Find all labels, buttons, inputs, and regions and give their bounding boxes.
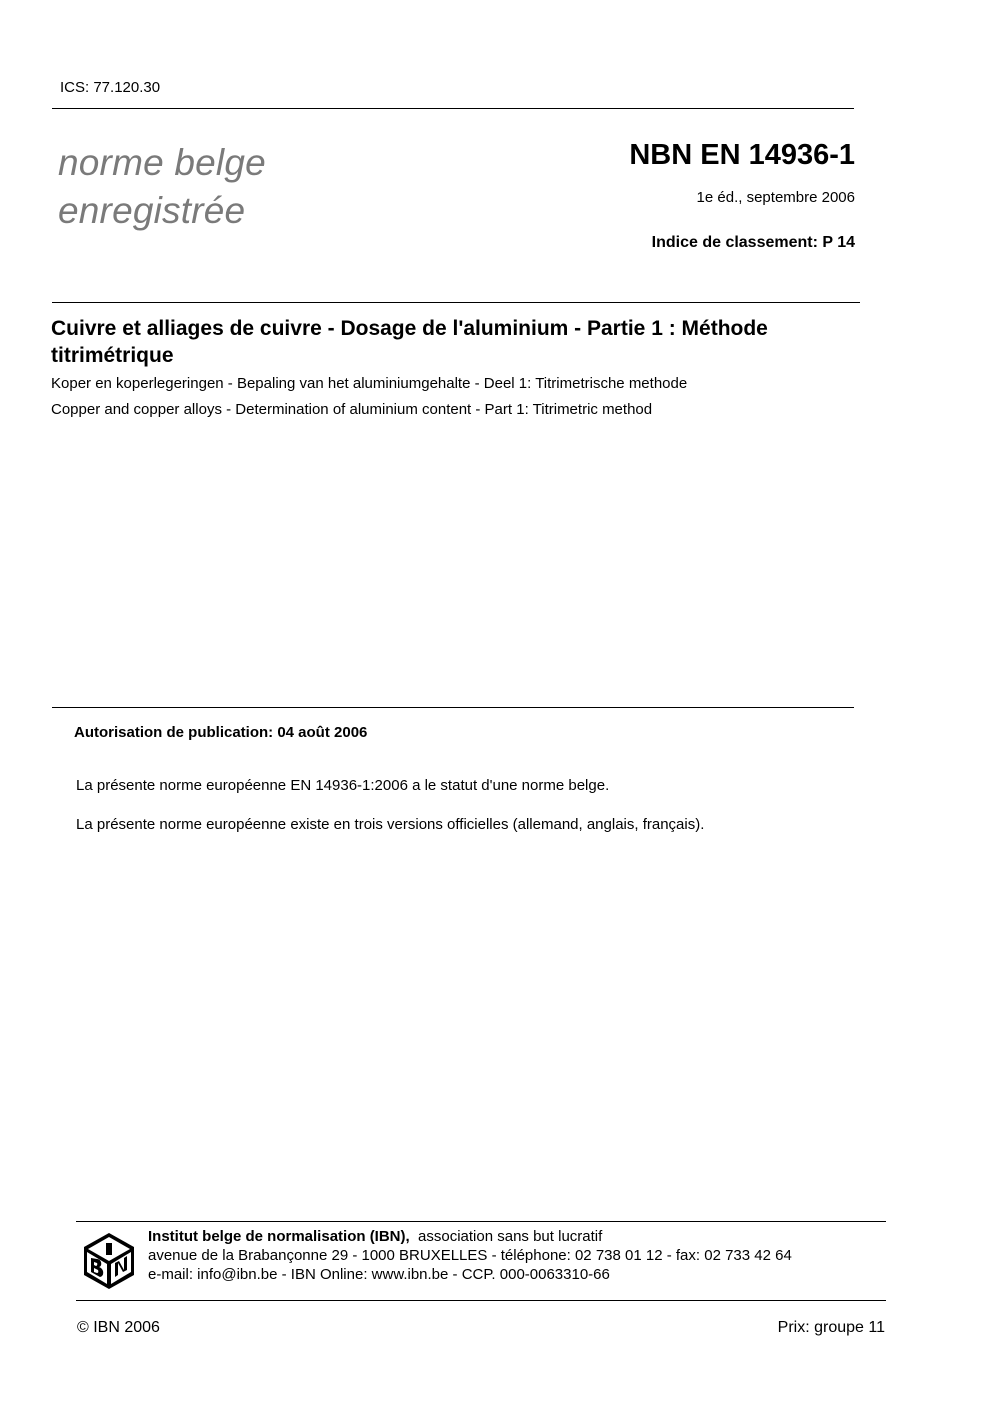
ics-code: ICS: 77.120.30 (60, 79, 161, 96)
org-name: Institut belge de normalisation (IBN), (148, 1228, 410, 1245)
standard-number: NBN EN 14936-1 (629, 139, 855, 171)
publication-authorization: Autorisation de publication: 04 août 2006 (74, 724, 368, 741)
publication-divider (52, 707, 854, 708)
header-divider (52, 108, 854, 109)
title-divider (52, 302, 860, 303)
title-french: Cuivre et alliages de cuivre - Dosage de l'aluminium - Partie 1 : Méthode titrimétrique (51, 317, 768, 367)
org-address: avenue de la Brabançonne 29 - 1000 BRUXELLES - téléphone: 02 738 01 12 - fax: 02 733 42 64 (148, 1247, 792, 1264)
copyright: © IBN 2006 (77, 1319, 160, 1336)
footer-bottom-divider (76, 1300, 886, 1301)
footer-top-divider (76, 1221, 886, 1222)
classification-index: Indice de classement: P 14 (651, 234, 855, 251)
price-group: Prix: groupe 11 (777, 1319, 885, 1336)
title-dutch: Koper en koperlegeringen - Bepaling van het aluminiumgehalte - Deel 1: Titrimetrische methode (51, 375, 688, 392)
edition-date: 1e éd., septembre 2006 (696, 189, 855, 206)
org-line-1 (148, 1228, 602, 1245)
ibn-logo-icon (83, 1232, 135, 1290)
org-type: association sans but lucratif (409, 1228, 603, 1245)
brand-line-2: enregistrée (58, 190, 246, 231)
title-english: Copper and copper alloys - Determination of aluminium content - Part 1: Titrimetric method (51, 401, 653, 418)
brand-line-1: norme belge (58, 142, 266, 183)
status-paragraph: La présente norme européenne EN 14936-1:2006 a le statut d'une norme belge. (76, 777, 610, 794)
org-contact: e-mail: info@ibn.be - IBN Online: www.ibn.be - CCP. 000-0063310-66 (148, 1266, 610, 1283)
versions-paragraph: La présente norme européenne existe en trois versions officielles (allemand, anglais, français). (76, 816, 705, 833)
